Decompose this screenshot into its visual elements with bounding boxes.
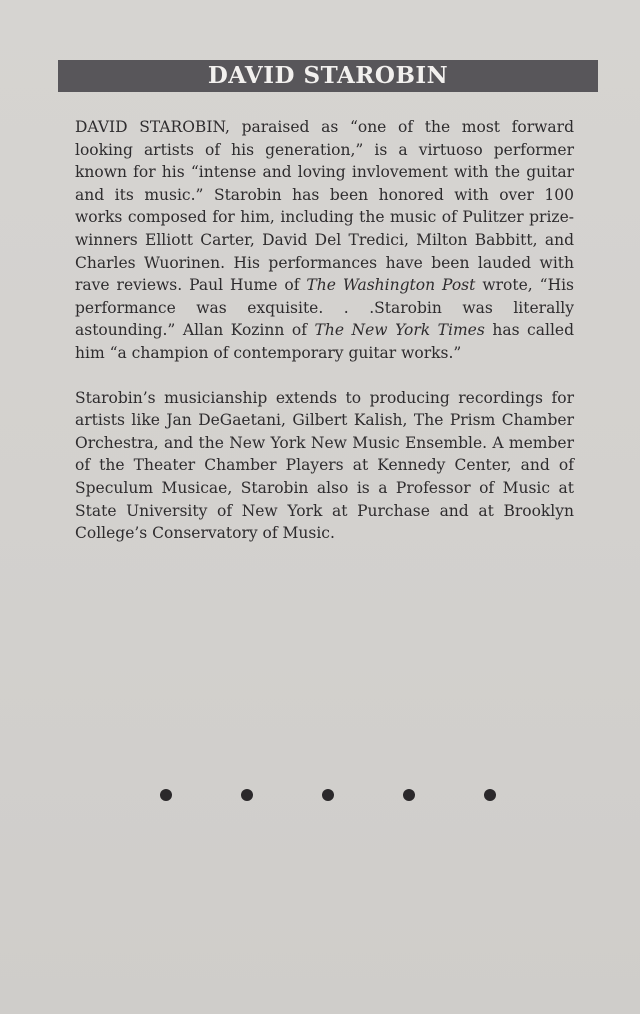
ornament-dot-icon	[322, 789, 334, 801]
paragraph-1-text-b: wrote, “His performance was exquisite. . .Starobin was literally astounding.” Allan Kozinn of	[75, 276, 574, 340]
biography-paragraph-1	[75, 116, 574, 365]
publication-washington-post: The Washington Post	[306, 276, 476, 295]
ornament-dot-icon	[160, 789, 172, 801]
ornament-dot-icon	[403, 789, 415, 801]
ornament-dot-icon	[484, 789, 496, 801]
dot-ornament	[160, 789, 496, 803]
publication-new-york-times: The New York Times	[314, 321, 485, 340]
ornament-dot-icon	[241, 789, 253, 801]
page-title: DAVID STAROBIN	[207, 62, 449, 89]
paragraph-1-text-c: has called him “a champion of contemporary guitar works.”	[75, 321, 574, 362]
biography-paragraph-2: Starobin’s musicianship extends to producing recordings for artists like Jan DeGaetani, Gilbert Kalish, The Prism Chamber Orchestra, and the New York New Music Ensemble. A member of the Theater Chamber Players at Kennedy Center, and of Speculum Musicae, Starobin also is a Professor of Music at State University of New York at Purchase and at Brooklyn College’s Conservatory of Music.	[75, 388, 574, 543]
biography-text	[75, 116, 574, 545]
paragraph-1-text-a: DAVID STAROBIN, paraised as “one of the most forward looking artists of his generation,” is a virtuoso performer known for his “intense and loving invlovement with the guitar and its music.” Starobin has been honored with over 100 works composed for him, including the music of Pulitzer prize-winners Elliott Carter, David Del Tredici, Milton Babbitt, and Charles Wuorinen. His performances have been lauded with rave reviews. Paul Hume of	[75, 118, 574, 295]
title-banner	[58, 60, 598, 92]
